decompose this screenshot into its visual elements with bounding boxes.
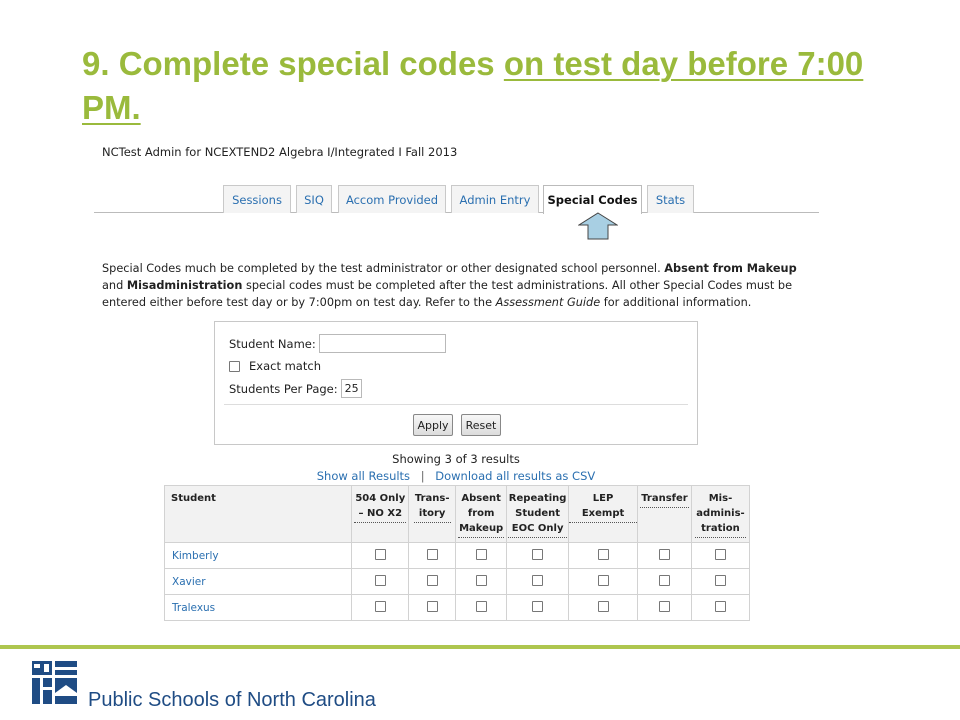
student-name-cell[interactable]: Kimberly — [165, 543, 352, 569]
code-checkbox[interactable] — [659, 575, 670, 586]
tab-accom-provided[interactable]: Accom Provided — [338, 185, 446, 213]
col-header-repeating-student: Repeating Student EOC Only — [507, 486, 569, 543]
code-checkbox[interactable] — [598, 575, 609, 586]
app-header: NCTest Admin for NCEXTEND2 Algebra I/Integrated I Fall 2013 — [102, 145, 458, 159]
code-checkbox[interactable] — [476, 549, 487, 560]
col-header-504-only: 504 Only – NO X2 — [352, 486, 409, 543]
tab-bar — [94, 185, 819, 213]
per-page-input[interactable]: 25 — [341, 379, 362, 398]
student-name-label: Student Name: — [229, 336, 316, 351]
code-checkbox[interactable] — [375, 601, 386, 612]
col-header-lep-exempt: LEP Exempt — [569, 486, 638, 543]
code-checkbox[interactable] — [715, 575, 726, 586]
results-count: Showing 3 of 3 results — [392, 452, 520, 466]
special-codes-table — [164, 485, 750, 621]
col-header-transitory: Trans- itory — [409, 486, 456, 543]
tab-siq[interactable]: SIQ — [296, 185, 332, 213]
table-row — [165, 569, 750, 595]
code-checkbox[interactable] — [715, 601, 726, 612]
table-header-row — [165, 486, 750, 543]
code-checkbox[interactable] — [427, 549, 438, 560]
code-checkbox[interactable] — [598, 601, 609, 612]
table-row — [165, 595, 750, 621]
exact-match-checkbox[interactable] — [229, 361, 240, 372]
code-checkbox[interactable] — [375, 549, 386, 560]
pointer-arrow-icon — [578, 212, 618, 240]
filter-divider — [224, 404, 688, 405]
slide-title — [82, 42, 882, 130]
tab-special-codes[interactable]: Special Codes — [543, 185, 642, 214]
results-links — [214, 469, 698, 483]
code-checkbox[interactable] — [427, 601, 438, 612]
tab-stats[interactable]: Stats — [647, 185, 694, 213]
table-row — [165, 543, 750, 569]
slide-title-underlined: on test day before 7:00 PM. — [82, 45, 864, 126]
student-name-input[interactable] — [319, 334, 446, 353]
code-checkbox[interactable] — [476, 601, 487, 612]
col-header-misadministration: Mis- adminis- tration — [691, 486, 749, 543]
exact-match-row — [229, 359, 321, 373]
code-checkbox[interactable] — [598, 549, 609, 560]
footer-accent-bar — [0, 645, 960, 649]
slide-title-text: 9. Complete special codes — [82, 45, 504, 82]
per-page-row — [229, 379, 362, 398]
tab-sessions[interactable]: Sessions — [223, 185, 291, 213]
code-checkbox[interactable] — [532, 549, 543, 560]
code-checkbox[interactable] — [659, 601, 670, 612]
reset-button[interactable]: Reset — [461, 414, 501, 436]
show-all-results-link[interactable]: Show all Results — [316, 469, 411, 483]
code-checkbox[interactable] — [427, 575, 438, 586]
filter-panel — [214, 321, 698, 445]
col-header-student: Student — [165, 486, 352, 543]
code-checkbox[interactable] — [375, 575, 386, 586]
download-csv-link[interactable]: Download all results as CSV — [435, 469, 596, 483]
footer-org-name: Public Schools of North Carolina — [88, 689, 376, 711]
col-header-absent-from-makeup: Absent from Makeup — [456, 486, 507, 543]
link-separator: | — [420, 469, 425, 483]
dpi-logo-icon — [28, 657, 82, 713]
apply-button[interactable]: Apply — [413, 414, 453, 436]
student-name-cell[interactable]: Xavier — [165, 569, 352, 595]
code-checkbox[interactable] — [476, 575, 487, 586]
col-header-transfer: Transfer — [638, 486, 692, 543]
code-checkbox[interactable] — [532, 575, 543, 586]
tab-admin-entry[interactable]: Admin Entry — [451, 185, 539, 213]
code-checkbox[interactable] — [659, 549, 670, 560]
student-name-cell[interactable]: Tralexus — [165, 595, 352, 621]
code-checkbox[interactable] — [532, 601, 543, 612]
intro-text: Special Codes much be completed by the test administrator or other designated school personnel. Absent from Makeup and Misadministration special codes must be completed after the test administrations. All other Special Codes must be entered either before test day or by 7:00pm on test day. Refer to the Assessment Guide for additional information. — [102, 262, 797, 309]
exact-match-label: Exact match — [249, 359, 321, 373]
student-name-row — [229, 334, 446, 353]
per-page-label: Students Per Page: — [229, 381, 338, 396]
code-checkbox[interactable] — [715, 549, 726, 560]
